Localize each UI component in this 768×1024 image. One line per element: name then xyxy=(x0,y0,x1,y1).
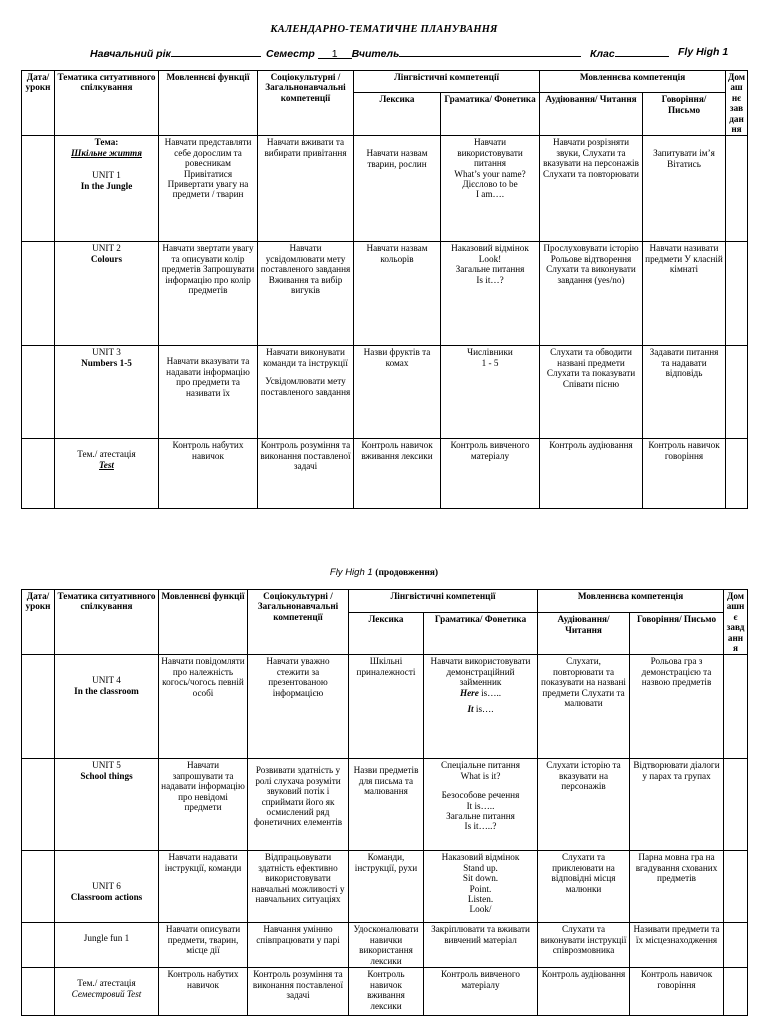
grammar-line: What’s your name? xyxy=(454,168,526,179)
socio-line: Усвідомлювати мету поставленого завдання xyxy=(260,376,351,397)
theme-cell xyxy=(55,136,159,242)
grammar-line: I am…. xyxy=(475,189,505,200)
lexis-cell: Назви предметів для письма та малювання xyxy=(349,759,424,851)
socio-cell: Навчання умінню співпрацювати у парі xyxy=(248,923,349,968)
lexis-cell: Удосконалювати навички використання лексики xyxy=(349,923,424,968)
table-row xyxy=(22,242,748,346)
theme-name: Шкільне життя xyxy=(71,147,142,158)
year-blank[interactable] xyxy=(171,46,261,57)
grammar-line: Look! xyxy=(478,253,502,264)
unit-number: UNIT 2 xyxy=(92,243,121,254)
date-cell[interactable] xyxy=(22,346,55,439)
lexis-cell: Назви фруктів та комах xyxy=(354,346,441,439)
continuation-book: Fly High 1 xyxy=(329,567,373,578)
grammar-line: What is it? xyxy=(460,770,501,781)
date-cell[interactable] xyxy=(22,655,55,759)
socio-cell: Контроль розуміння та виконання поставленої задачі xyxy=(258,439,354,509)
unit-number: UNIT 4 xyxy=(92,675,121,686)
header-sociocultural: Соціокультурні / Загальнонавчальні компетенції xyxy=(248,590,349,655)
speaking-cell: Запитувати ім’я Вітатись xyxy=(643,136,726,242)
functions-cell: Контроль набутих навичок xyxy=(159,968,248,1016)
grammar-line xyxy=(426,704,535,714)
header-listening: Аудіювання/ Читання xyxy=(540,93,643,136)
socio-cell: Розвивати здатність у ролі слухача розуміти звуковий потік і сприймати його як осмислений ряд фонетичних елементів xyxy=(248,759,349,851)
speaking-cell: Контроль навичок говоріння xyxy=(643,439,726,509)
theme-cell xyxy=(55,968,159,1016)
semester-label: Семестр xyxy=(266,48,315,60)
lexis-cell: Команди, інструкції, рухи xyxy=(349,851,424,923)
grammar-rest: is…. xyxy=(475,704,494,715)
header-homework: Домашнє завдання xyxy=(726,71,748,136)
grammar-line: Наказовий відмінок xyxy=(441,852,520,863)
teacher-label: Вчитель xyxy=(351,48,400,60)
socio-line: Навчати виконувати команди та інструкції xyxy=(263,347,348,368)
grammar-line: Загальне питання xyxy=(455,264,525,275)
plan-table-2 xyxy=(21,589,748,1016)
grammar-line: Безособове речення xyxy=(441,790,520,801)
homework-cell[interactable] xyxy=(724,968,748,1016)
header-speech-competence: Мовленнєва компетенція xyxy=(540,71,726,93)
unit-name: Colours xyxy=(90,253,123,264)
table-row xyxy=(22,923,748,968)
header-speaking: Говоріння/ Письмо xyxy=(630,613,724,655)
lexis-cell: Навчати назвам кольорів xyxy=(354,242,441,346)
socio-cell: Відпрацьовувати здатність ефективно використовувати навчальні можливості у навчальних ситуаціях xyxy=(248,851,349,923)
speaking-cell: Відтворювати діалоги у парах та групах xyxy=(630,759,724,851)
functions-cell: Навчати повідомляти про належність когось/чогось певній особі xyxy=(159,655,248,759)
listening-cell: Слухати історію та вказувати на персонажів xyxy=(538,759,630,851)
date-cell[interactable] xyxy=(22,439,55,509)
homework-cell[interactable] xyxy=(724,655,748,759)
unit-number: UNIT 5 xyxy=(92,760,121,771)
class-label: Клас xyxy=(590,48,615,60)
grammar-line: Спеціальне питання xyxy=(441,760,520,771)
speaking-cell: Контроль навичок говоріння xyxy=(630,968,724,1016)
grammar-cell xyxy=(441,346,540,439)
listening-cell: Прослуховувати історію Рольове відтворення Слухати та виконувати завдання (yes/no) xyxy=(540,242,643,346)
unit-number: UNIT 3 xyxy=(92,347,121,358)
unit-name: In the Jungle xyxy=(80,180,133,191)
grammar-line xyxy=(426,688,535,698)
homework-cell[interactable] xyxy=(724,923,748,968)
socio-cell: Навчати уважно стежити за презентованою інформацією xyxy=(248,655,349,759)
theme-cell xyxy=(55,439,159,509)
page-title: КАЛЕНДАРНО-ТЕМАТИЧНЕ ПЛАНУВАННЯ xyxy=(270,24,498,35)
header-info-line xyxy=(0,46,768,60)
grammar-rest: is….. xyxy=(481,687,502,698)
header-theme: Тематика ситуативного спілкування xyxy=(55,71,159,136)
theme-label: Тема: xyxy=(94,137,119,148)
class-field xyxy=(590,46,669,60)
socio-cell: Навчати усвідомлювати мету поставленого завдання Вживання та вибір вигуків xyxy=(258,242,354,346)
grammar-cell xyxy=(441,242,540,346)
grammar-line: Дієслово to be xyxy=(462,179,518,190)
listening-cell: Навчати розрізняти звуки, Слухати та вказувати на персонажів Слухати та повторювати xyxy=(540,136,643,242)
functions-cell: Навчати запрошувати та надавати інформацію про невідомі предмети xyxy=(159,759,248,851)
header-date: Дата/ урокн xyxy=(22,590,55,655)
theme-cell xyxy=(55,851,159,923)
grammar-cell: Закріплювати та вживати вивчений матеріал xyxy=(424,923,538,968)
header-linguistic: Лінгвістичні компетенції xyxy=(354,71,540,93)
lexis-cell: Контроль навичок вживання лексики xyxy=(354,439,441,509)
header-grammar: Граматика/ Фонетика xyxy=(441,93,540,136)
grammar-cell xyxy=(424,851,538,923)
unit-name: Classroom actions xyxy=(70,891,143,902)
speaking-cell: Навчати називати предмети У класній кімнаті xyxy=(643,242,726,346)
header-lexis: Лексика xyxy=(354,93,441,136)
table-row xyxy=(22,346,748,439)
teacher-blank[interactable] xyxy=(399,46,581,57)
listening-cell: Слухати та обводити названі предмети Слухати та показувати Співати пісню xyxy=(540,346,643,439)
attestation-label: Тем./ атестація xyxy=(77,449,136,460)
grammar-line: 1 - 5 xyxy=(481,357,499,368)
listening-cell: Слухати та виконувати інструкції співрозмовника xyxy=(538,923,630,968)
header-grammar: Граматика/ Фонетика xyxy=(424,613,538,655)
homework-cell[interactable] xyxy=(726,242,748,346)
listening-cell: Слухати, повторювати та показувати на названі предмети Слухати та малювати xyxy=(538,655,630,759)
book-title: Fly High 1 xyxy=(678,46,729,58)
grammar-cell xyxy=(441,136,540,242)
header-speaking: Говоріння/ Письмо xyxy=(643,93,726,136)
date-cell[interactable] xyxy=(22,136,55,242)
listening-cell: Контроль аудіювання xyxy=(540,439,643,509)
grammar-line: Is it…..? xyxy=(464,821,497,832)
year-field xyxy=(90,46,261,60)
semester-value[interactable]: 1 xyxy=(318,48,352,59)
test-label: Семестровий Test xyxy=(71,988,142,999)
grammar-line: Look/ xyxy=(469,904,492,915)
grammar-emph: Here xyxy=(459,687,479,698)
listening-cell: Слухати та приклеювати на відповідні місця малюнки xyxy=(538,851,630,923)
unit-number: UNIT 1 xyxy=(92,170,121,181)
header-lexis: Лексика xyxy=(349,613,424,655)
table-row xyxy=(22,851,748,923)
functions-cell: Навчати вказувати та надавати інформацію про предмети та називати їх xyxy=(159,346,258,439)
table-row xyxy=(22,136,748,242)
speaking-cell: Задавати питання та надавати відповідь xyxy=(643,346,726,439)
lexis-cell: Шкільні приналежності xyxy=(349,655,424,759)
theme-cell xyxy=(55,346,159,439)
socio-cell: Контроль розуміння та виконання поставленої задачі xyxy=(248,968,349,1016)
theme-cell xyxy=(55,759,159,851)
unit-number: UNIT 6 xyxy=(92,881,121,892)
lexis-cell: Контроль навичок вживання лексики xyxy=(349,968,424,1016)
homework-cell[interactable] xyxy=(726,136,748,242)
theme-cell: Jungle fun 1 xyxy=(55,923,159,968)
grammar-line: Навчати використовувати демонстраційний займенник xyxy=(430,656,531,688)
grammar-line: It is….. xyxy=(466,800,495,811)
continuation-title xyxy=(0,567,768,578)
homework-cell[interactable] xyxy=(724,851,748,923)
date-cell[interactable] xyxy=(22,968,55,1016)
grammar-cell: Контроль вивченого матеріалу xyxy=(424,968,538,1016)
socio-cell: Навчати вживати та вибирати привітання xyxy=(258,136,354,242)
grammar-line: Наказовий відмінок xyxy=(451,243,529,254)
listening-cell: Контроль аудіювання xyxy=(538,968,630,1016)
class-blank[interactable] xyxy=(615,46,669,57)
homework-cell[interactable] xyxy=(726,346,748,439)
grammar-cell: Контроль вивченого матеріалу xyxy=(441,439,540,509)
functions-cell: Навчати представляти себе дорослим та ровесникам Привітатися Привертати увагу на предмети / тварин xyxy=(159,136,258,242)
functions-cell: Навчати описувати предмети, тварин, місце дії xyxy=(159,923,248,968)
functions-cell: Навчати звертати увагу та описувати колір предметів Запрошувати інформацію про колір предметів xyxy=(159,242,258,346)
header-speech-functions: Мовленнєві функції xyxy=(159,590,248,655)
speaking-cell: Називати предмети та їх місцезнаходження xyxy=(630,923,724,968)
header-linguistic: Лінгвістичні компетенції xyxy=(349,590,538,613)
grammar-line: Stand up. xyxy=(463,862,498,873)
grammar-emph: It xyxy=(467,704,474,715)
test-label: Test xyxy=(99,459,114,470)
grammar-line: Навчати використовувати питання xyxy=(457,137,523,169)
grammar-line: Listen. xyxy=(467,894,494,905)
functions-cell: Навчати надавати інструкції, команди xyxy=(159,851,248,923)
unit-name: Numbers 1-5 xyxy=(81,357,132,368)
grammar-cell xyxy=(424,759,538,851)
plan-table-1 xyxy=(21,70,748,509)
grammar-line: Числівники xyxy=(467,347,513,358)
homework-cell[interactable] xyxy=(724,759,748,851)
attestation-label: Тем./ атестація xyxy=(77,978,136,989)
grammar-line: Sit down. xyxy=(462,873,499,884)
header-sociocultural: Соціокультурні / Загальнонавчальні компетенції xyxy=(258,71,354,136)
functions-cell: Контроль набутих навичок xyxy=(159,439,258,509)
header-listening: Аудіювання/ Читання xyxy=(538,613,630,655)
grammar-line: Point. xyxy=(469,883,492,894)
date-cell[interactable] xyxy=(22,923,55,968)
date-cell[interactable] xyxy=(22,759,55,851)
speaking-cell: Рольова гра з демонстрацією та назвою предметів xyxy=(630,655,724,759)
table-row xyxy=(22,655,748,759)
grammar-line: Загальне питання xyxy=(446,811,515,822)
unit-name: In the classroom xyxy=(74,685,139,696)
year-label: Навчальний рік xyxy=(90,48,171,60)
socio-cell xyxy=(258,346,354,439)
unit-name: School things xyxy=(80,770,133,781)
date-cell[interactable] xyxy=(22,851,55,923)
theme-cell xyxy=(55,242,159,346)
header-homework: Домашнє завдання xyxy=(724,590,748,655)
continuation-note: (продовження) xyxy=(375,568,439,578)
speaking-cell: Парна мовна гра на вгадування схованих предметів xyxy=(630,851,724,923)
grammar-cell xyxy=(424,655,538,759)
grammar-line: Is it…? xyxy=(476,274,504,285)
semester-field xyxy=(266,46,581,60)
table-row xyxy=(22,439,748,509)
date-cell[interactable] xyxy=(22,242,55,346)
theme-cell xyxy=(55,655,159,759)
header-speech-functions: Мовленнєві функції xyxy=(159,71,258,136)
homework-cell[interactable] xyxy=(726,439,748,509)
table-row xyxy=(22,759,748,851)
table-row xyxy=(22,968,748,1016)
lexis-cell: Навчати назвам тварин, рослин xyxy=(354,136,441,242)
header-speech-competence: Мовленнєва компетенція xyxy=(538,590,724,613)
header-theme: Тематика ситуативного спілкування xyxy=(55,590,159,655)
header-date: Дата/ урокн xyxy=(22,71,55,136)
